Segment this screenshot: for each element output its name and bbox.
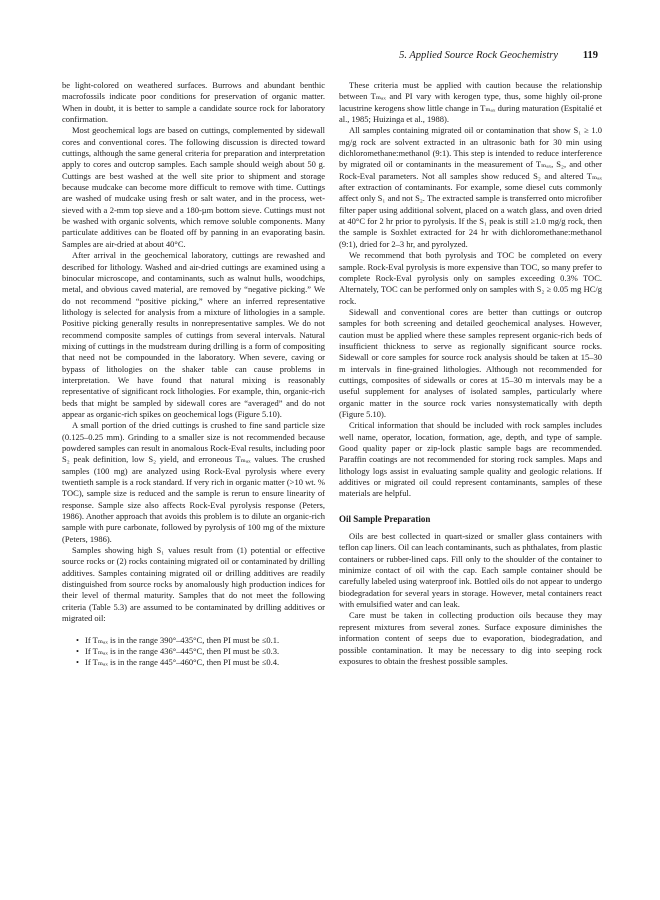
paragraph: After arrival in the geochemical laboratory, cuttings are rewashed and described for lithology. Washed and air-dried cuttings are examined using a binocular microscope, and contaminants, such as walnut hulls, woodchips, metal, and obvious caved material, are removed by “negative picking.” We do not recommend “positive picking,” where an inferred representative lithology is selected for analysis from a mixture of lithologies in a sample. Positive picking generally results in nonrepresentative samples. We do not recommend composite samples of cuttings from several intervals. Natural mixing of cuttings in the mudstream during drilling is a form of compositing that need not be compounded in the laboratory. When severe, caving or bypass of lithologies on the shaker table can cause problems in interpretation. We have found that natural mixing is reasonably representative of significant rock lithologies. For example, thin, organic-rich beds that might be sampled by sidewall cores are “averaged” and do not appear as organic-rich spikes on geochemical logs (Figure 5.10). [62,250,325,419]
paragraph: Samples showing high S₁ values result from (1) potential or effective source rocks or (2) rocks containing migrated oil or contaminated by drilling additives. Samples containing migrated oil or drilling additives are readily distinguished from source rocks by anomalously high production indices for their level of thermal maturity. Samples that do not meet the following criteria (Table 5.3) are assumed to be contaminated by drilling additives or migrated oil: [62,545,325,624]
list-item: • If Tₘₐₓ is in the range 436°–445°C, then PI must be ≤0.3. [76,646,325,657]
section-heading: Oil Sample Preparation [339,513,431,524]
page-number: 119 [582,50,598,61]
paragraph: These criteria must be applied with caution because the relationship between Tₘₐₓ and PI vary with kerogen type, thus, some highly oil-prone lacustrine kerogens show little change in Tₘₐₓ during maturation (Espitalié et al., 1985; Huizinga et al., 1988). [339,80,602,125]
criteria-list [76,635,325,669]
paragraph: Care must be taken in collecting production oils because they may represent mixtures from several zones. Surface exposure diminishes the information content of seeps due to evaporation, biodegradation, and possible contamination. It may be necessary to dig into seeping rock exposures to obtain the freshest possible samples. [339,610,602,666]
left-column [62,80,325,669]
paragraph: Sidewall and conventional cores are better than cuttings or outcrop samples for both screening and detailed geochemical analyses. However, caution must be applied where these samples represent organic-rich beds of insufficient thickness to serve as regionally significant source rocks. Sidewall or core samples for source rock analysis should be taken at 15–30 m intervals in fine-grained lithologies. Although not recommended for cuttings, composites of sidewalls or cores at 15–30 m intervals may be a useful supplement for analyses of isolated samples, particularly where organic matter in the source rock varies nonsystematically with depth (Figure 5.10). [339,306,602,419]
paragraph: Oils are best collected in quart-sized or smaller glass containers with teflon cap liners. Oil can leach contaminants, such as phthalates, from plastic containers or rubber-lined caps. Fill only to the shoulder of the container to minimize contact of oil with the cap. Each sample container should be carefully labeled using waterproof ink. Bottled oils do not appear to undergo biodegradation for several years in storage. However, metal containers react with emulsified water and can leak. [339,531,602,610]
paragraph: All samples containing migrated oil or contamination that show S₁ ≥ 1.0 mg/g rock are solvent extracted in an ultrasonic bath for 30 min using dichloromethane:methanol (9:1). This step is intended to reduce interference by migrated oil or contaminants in the measurement of Tₘₐₓ, S₂, and other Rock-Eval parameters. Not all samples show reduced S₂ and altered Tₘₐₓ after extraction of contaminants. For example, some diesel cuts commonly affect only S₁ and not S₂. The extracted sample is transferred onto microfiber filter paper using additional solvent, placed on a watch glass, and oven dried at 40°C for 2 hr prior to pyrolysis. If the S₁ peak is still ≥1.0 mg/g rock, then the sample is Soxhlet extracted for 24 hr with dichloromethane:methanol (9:1), dried for 2–3 hr, and pyrolyzed. [339,125,602,249]
list-item: • If Tₘₐₓ is in the range 445°–460°C, then PI must be ≤0.4. [76,657,325,668]
paragraph: Critical information that should be included with rock samples includes well name, operator, location, formation, age, depth, and type of sample. Good quality paper or zip-lock plastic sample bags are recommended. Paraffin coatings are not recommended for storing rock samples. Maps and lithology logs assist in evaluating sample quality and geologic relations. If additives or migrated oil could represent contaminants, samples of these materials are helpful. [339,420,602,499]
paragraph: Most geochemical logs are based on cuttings, complemented by sidewall cores and conventional cores. The following discussion is directed toward cuttings, although the same general criteria for preparation and interpretation apply to cores and outcrop samples. Each sample should weigh about 50 g. Cuttings are best washed at the well site prior to shipment and storage because mudcake can become more difficult to remove with time. Cuttings are washed of mudcake using fresh or salt water, and in the process, wet-sieved with a 2-mm top sieve and a 180-µm bottom sieve. Cuttings must not be washed with organic solvents, which remove soluble components. Many particulate additives can be floated off by panning in an evaporating basin. Samples are air-dried at about 40°C. [62,125,325,249]
running-header [62,50,598,64]
right-column [339,80,602,667]
paragraph: A small portion of the dried cuttings is crushed to fine sand particle size (0.125–0.25 mm). Grinding to a smaller size is not recommended because powdered samples can result in anomalous Rock-Eval results, including poor S₂ peak definition, low S₂ yield, and erroneous Tₘₐₓ values. The crushed samples (100 mg) are analyzed using Rock-Eval pyrolysis where every twentieth sample is a rock standard. If very rich in organic matter (>10 wt. % TOC), sample size is reduced and the sample is rerun to ensure linearity of response. Sample size also affects Rock-Eval pyrolysis response (Peters, 1986). Another approach that avoids this problem is to dilute an organic-rich sample with pure carbonate, followed by pyrolysis of 100 mg of the mixture (Peters, 1986). [62,420,325,544]
chapter-title: 5. Applied Source Rock Geochemistry [399,50,558,61]
list-item: • If Tₘₐₓ is in the range 390°–435°C, then PI must be ≤0.1. [76,635,325,646]
paragraph: be light-colored on weathered surfaces. Burrows and abundant benthic macrofossils indicate poor conditions for preservation of organic matter. When in doubt, it is better to sample a candidate source rock for laboratory confirmation. [62,80,325,125]
paragraph: We recommend that both pyrolysis and TOC be completed on every sample. Rock-Eval pyrolysis is more expensive than TOC, so many prefer to complete Rock-Eval pyrolysis only on samples exceeding 0.3% TOC. Alternately, TOC can be performed only on samples with S₂ ≥ 0.05 mg HC/g rock. [339,250,602,306]
